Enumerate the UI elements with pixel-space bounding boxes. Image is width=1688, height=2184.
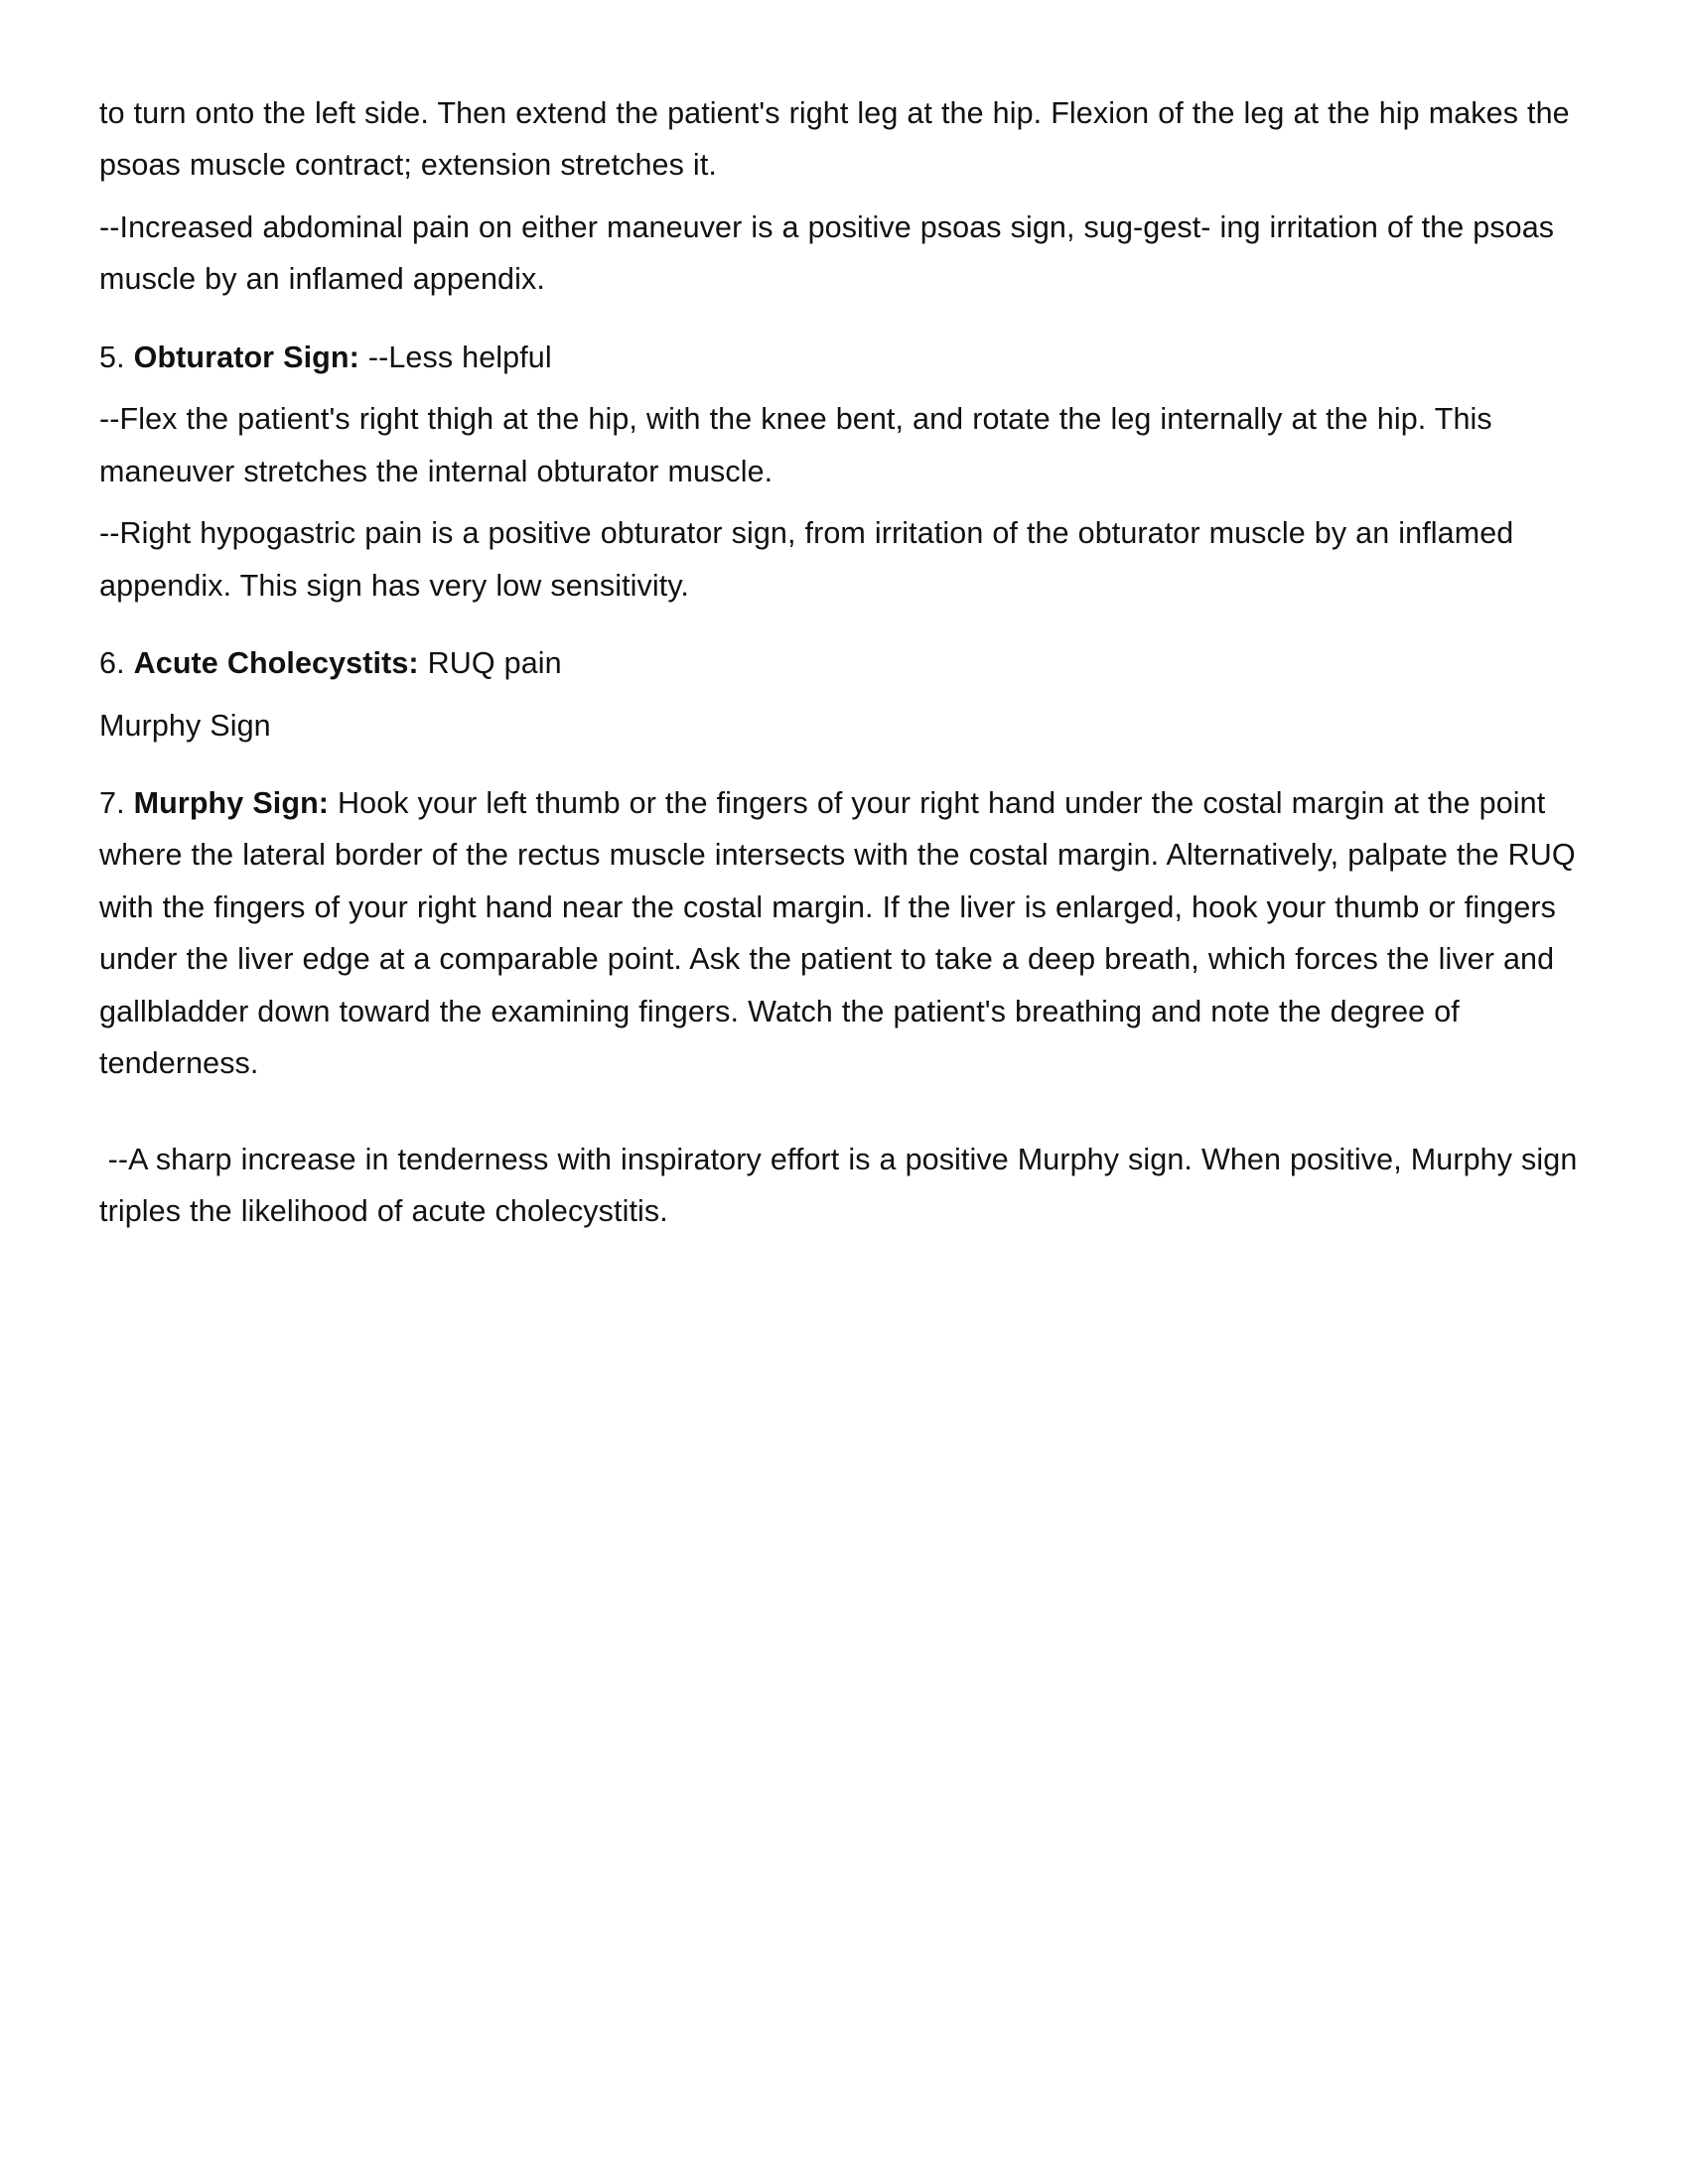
term-murphy-sign: Murphy Sign: [133, 785, 330, 820]
text-run: Hook your left thumb or the fingers of your right hand under the costal margin at the point where the lateral border of the rectus muscle intersects with the costal margin. Alternatively, palpate the RUQ with the fingers of your right hand near the costal margin. If the liver is enlarged, hook your thumb or fingers under the liver edge at a comparable point. Ask the patient to take a deep breath, which forces the liver and gallbladder down toward the examining fingers. Watch the patient's breathing and note the degree of tenderness. [99, 785, 1576, 1081]
text-run: --Right hypogastric pain is a positive obturator sign, from irritation of the obturator muscle by an inflamed appendix. This sign has very low sensitivity. [99, 516, 1514, 603]
text-run: to turn onto the left side. Then extend the patient's right leg at the hip. Flexion of the leg at the hip makes the psoas muscle contract; extension stretches it. [99, 96, 1570, 183]
paragraph-obturator-positive [99, 507, 1581, 612]
text-run: --Less helpful [358, 340, 552, 374]
paragraph-obturator-maneuver [99, 393, 1581, 497]
spacer [99, 690, 1581, 700]
list-number: 6. [99, 646, 134, 681]
text-run: RUQ pain [418, 646, 562, 681]
heading-obturator-sign [99, 332, 1581, 383]
paragraph-murphy-sign [99, 777, 1581, 1090]
spacer [99, 383, 1581, 393]
heading-acute-cholecystitis [99, 637, 1581, 689]
term-obturator-sign: Obturator Sign: [133, 340, 359, 374]
paragraph-psoas-positive [99, 202, 1581, 306]
spacer [99, 497, 1581, 507]
text-run: --Increased abdominal pain on either maneuver is a positive psoas sign, sug-gest- ing irritation of the psoas muscle by an inflamed appendix. [99, 209, 1555, 297]
text-run: --A sharp increase in tenderness with inspiratory effort is a positive Murphy sign. When positive, Murphy sign triples the likelihood of acute cholecystitis. [99, 1142, 1587, 1229]
spacer [99, 751, 1581, 777]
text-run: Murphy Sign [99, 708, 271, 743]
term-acute-cholecystitis: Acute Cholecystits: [133, 646, 419, 681]
paragraph-psoas-continued [99, 87, 1581, 192]
spacer [99, 192, 1581, 202]
document-body [99, 87, 1587, 1238]
line-murphy-sign-label [99, 700, 1581, 751]
list-number: 5. [99, 340, 134, 374]
list-number: 7. [99, 785, 134, 820]
paragraph-murphy-positive [99, 1134, 1587, 1238]
spacer [99, 612, 1581, 637]
text-run: --Flex the patient's right thigh at the hip, with the knee bent, and rotate the leg internally at the hip. This maneuver stretches the internal obturator muscle. [99, 402, 1492, 488]
spacer [99, 306, 1581, 332]
empty-line [99, 1090, 1581, 1134]
